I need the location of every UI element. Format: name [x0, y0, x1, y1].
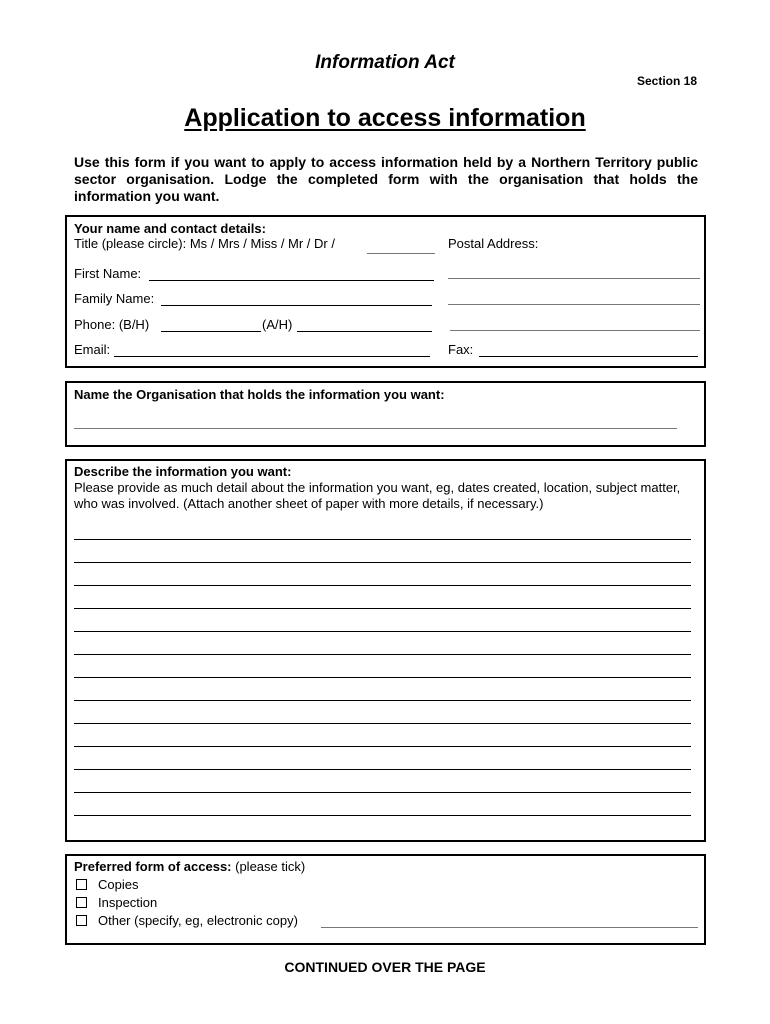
description-line-5[interactable]: [74, 631, 691, 632]
family-name-field[interactable]: [161, 305, 432, 306]
description-line-4[interactable]: [74, 608, 691, 609]
fax-field[interactable]: [479, 356, 698, 357]
access-box: [65, 854, 706, 945]
copies-label: Copies: [98, 877, 139, 892]
contact-heading: Your name and contact details:: [74, 221, 266, 236]
access-heading-row: [74, 859, 305, 874]
section-number: Section 18: [636, 74, 697, 88]
other-label: Other (specify, eg, electronic copy): [98, 913, 298, 928]
contact-details-box: [65, 215, 706, 368]
description-line-8[interactable]: [74, 700, 691, 701]
describe-heading: Describe the information you want:: [74, 464, 292, 479]
description-line-2[interactable]: [74, 562, 691, 563]
other-checkbox[interactable]: [76, 915, 87, 926]
access-hint: (please tick): [231, 859, 306, 874]
postal-address-line-3[interactable]: [450, 330, 700, 331]
access-heading: Preferred form of access:: [74, 859, 232, 874]
description-line-12[interactable]: [74, 792, 691, 793]
postal-address-line-1[interactable]: [448, 278, 700, 279]
intro-text: Use this form if you want to apply to access information held by a Northern Territory public sector organisation. Lodge the completed form with the organisation that holds the information you want.: [74, 154, 698, 204]
organisation-box: [65, 381, 706, 447]
title-other-field[interactable]: [367, 253, 435, 254]
first-name-label: First Name:: [74, 266, 142, 281]
title-label: Title (please circle): Ms / Mrs / Miss / Mr / Dr /: [74, 236, 335, 251]
description-line-9[interactable]: [74, 723, 691, 724]
page-title: Application to access information: [184, 104, 586, 132]
postal-address-line-2[interactable]: [448, 304, 700, 305]
description-line-13[interactable]: [74, 815, 691, 816]
postal-address-label: Postal Address:: [448, 236, 539, 251]
organisation-field[interactable]: [74, 428, 677, 429]
phone-bh-field[interactable]: [161, 331, 261, 332]
act-title: Information Act: [315, 52, 455, 73]
description-line-7[interactable]: [74, 677, 691, 678]
email-field[interactable]: [114, 356, 430, 357]
other-specify-field[interactable]: [321, 927, 698, 928]
phone-ah-label: (A/H): [262, 317, 293, 332]
family-name-label: Family Name:: [74, 291, 155, 306]
email-label: Email:: [74, 342, 111, 357]
describe-box: [65, 459, 706, 842]
continued-note: CONTINUED OVER THE PAGE: [284, 959, 486, 975]
copies-checkbox[interactable]: [76, 879, 87, 890]
phone-ah-field[interactable]: [297, 331, 432, 332]
description-line-6[interactable]: [74, 654, 691, 655]
description-line-3[interactable]: [74, 585, 691, 586]
first-name-field[interactable]: [149, 280, 434, 281]
phone-bh-label: Phone: (B/H): [74, 317, 150, 332]
inspection-checkbox[interactable]: [76, 897, 87, 908]
describe-instructions: Please provide as much detail about the information you want, eg, dates created, location, subject matter, who was involved. (Attach another sheet of paper with more details, if necessary.): [74, 480, 681, 511]
description-line-10[interactable]: [74, 746, 691, 747]
inspection-label: Inspection: [98, 895, 158, 910]
description-line-1[interactable]: [74, 539, 691, 540]
organisation-heading: Name the Organisation that holds the information you want:: [74, 387, 445, 402]
fax-label: Fax:: [448, 342, 474, 357]
description-line-11[interactable]: [74, 769, 691, 770]
